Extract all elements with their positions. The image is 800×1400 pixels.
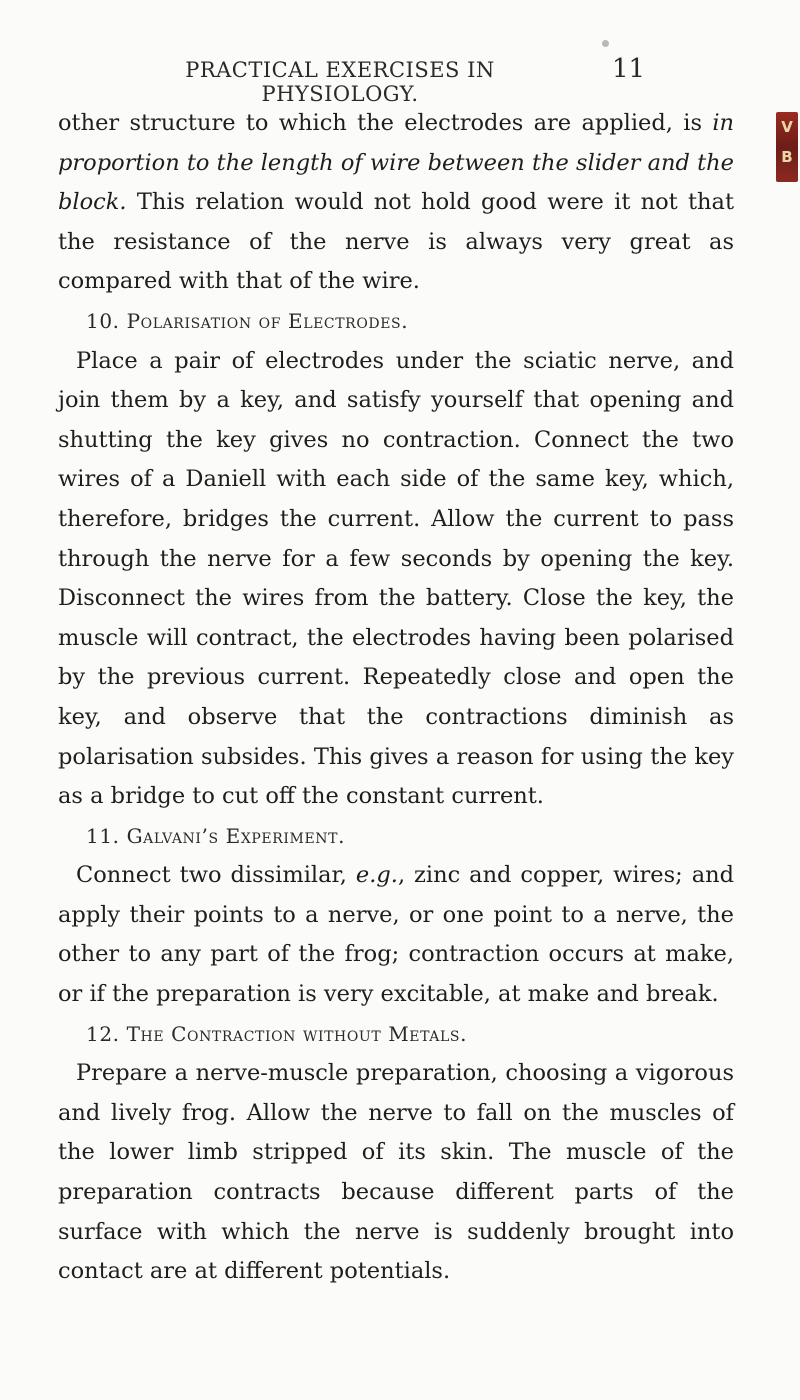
section-11-italic-text: e.g.: [355, 862, 398, 889]
section-12-paragraph: Prepare a nerve-muscle preparation, choosing a vigorous and lively frog. Allow the nerve to fall on the muscles of the lower limb stripped of its skin. The muscle of the preparation contracts because different parts of the surface with which the nerve is suddenly brought into contact are at different potentials.: [58, 1060, 734, 1285]
section-11-text-2: , zinc and copper, wires; and apply their points to a nerve, or one point to a nerve, the other to any part of the frog; contraction occurs at make, or if the preparation is very excitable, at make and break.: [58, 862, 735, 1008]
paper-speck: [602, 40, 609, 47]
edge-mark-glyph-bottom: B: [781, 148, 793, 166]
intro-text-1: other structure to which the electrodes are applied, is: [58, 110, 713, 136]
binding-edge-mark: [776, 112, 798, 182]
intro-text-2: This relation would not hold good were it not that the resistance of the nerve is always very great as compared with that of the wire.: [58, 189, 734, 295]
section-12-heading: 12. The Contraction without Metals.: [86, 1021, 468, 1046]
section-10-heading: 10. Polarisation of Electrodes.: [86, 308, 409, 333]
edge-mark-glyph-top: V: [781, 118, 793, 136]
intro-italic-text: in proportion to the length of wire between the slider and the block.: [58, 110, 734, 216]
section-11-text-1: Connect two dissimilar,: [76, 862, 356, 889]
section-10-paragraph: Place a pair of electrodes under the sciatic nerve, and join them by a key, and satisfy yourself that opening and shutting the key gives no contraction. Connect the two wires of a Daniell with each side of the same key, which, therefore, bridges the current. Allow the current to pass through the nerve for a few seconds by opening the key. Disconnect the wires from the battery. Close the key, the muscle will contract, the electrodes having been polarised by the previous current. Repeatedly close and open the key, and observe that the contractions diminish as polarisation subsides. This gives a reason for using the key as a bridge to cut off the constant current.: [58, 347, 734, 810]
section-11-paragraph: [58, 856, 734, 1014]
intro-paragraph: [58, 104, 734, 302]
page-body: [58, 104, 734, 1292]
section-11-heading: 11. Galvani’s Experiment.: [86, 823, 346, 848]
page-number: 11: [612, 54, 646, 84]
running-head: PRACTICAL EXERCISES IN PHYSIOLOGY.: [185, 58, 495, 106]
